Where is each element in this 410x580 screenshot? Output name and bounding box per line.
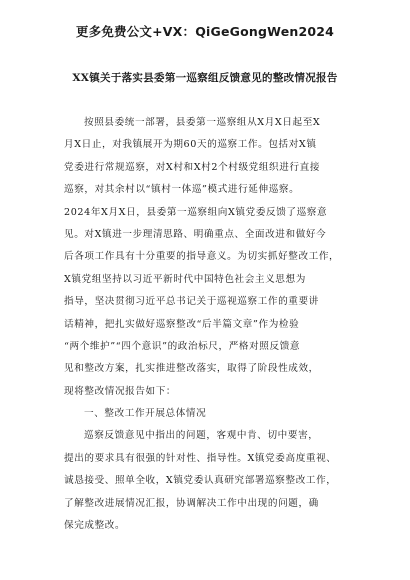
paragraph-line: 2024年X月X日，县委第一巡察组向X镇党委反馈了巡察意 <box>64 206 328 218</box>
paragraph-line: 诚恳接受、照单全收，X镇党委认真研究部署巡察整改工作， <box>64 475 337 487</box>
paragraph-line: X镇党组坚持以习近平新时代中国特色社会主义思想为 <box>64 273 306 285</box>
paragraph-line: 提出的要求具有很强的针对性、指导性。X镇党委高度重视、 <box>64 452 337 464</box>
document-body <box>64 112 346 537</box>
paragraph-line: 后各项工作具有十分重要的指导意义。为切实抓好整改工作， <box>64 251 340 263</box>
paragraph-line: 巡察，对其余村以“镇村一体巡”模式进行延伸巡察。 <box>64 184 300 196</box>
paragraph-line: 巡察反馈意见中指出的问题，客观中肯、切中要害， <box>84 430 319 442</box>
paragraph-line: 了解整改进展情况汇报，协调解决工作中出现的问题，确 <box>64 497 319 509</box>
paragraph-line: 见。对X镇进一步理清思路、明确重点、全面改进和做好今 <box>64 228 327 240</box>
paragraph-line: 见和整改方案，扎实推进整改落实，取得了阶段性成效， <box>64 363 319 375</box>
paragraph-line: “两个维护”“四个意识”的政治标尺，严格对照反馈意 <box>64 340 301 352</box>
paragraph-line: 保完成整改。 <box>64 520 126 532</box>
paragraph-line: 指导，坚决贯彻习近平总书记关于巡视巡察工作的重要讲 <box>64 296 319 308</box>
paragraph-line: 现将整改情况报告如下： <box>64 385 177 397</box>
promo-banner: 更多免费公文+VX：QiGeGongWen2024 <box>75 24 335 39</box>
paragraph-line: 话精神，把扎实做好巡察整改“后半篇文章”作为检验 <box>64 318 300 330</box>
document-title: XX镇关于落实县委第一巡察组反馈意见的整改情况报告 <box>72 72 338 84</box>
section-heading: 一、整改工作开展总体情况 <box>84 408 207 420</box>
paragraph-line: 月X日止，对我镇展开为期60天的巡察工作。包括对X镇 <box>64 139 317 151</box>
paragraph-line: 党委进行常规巡察，对X村和X村2个村级党组织进行直接 <box>64 161 321 173</box>
paragraph-line: 按照县委统一部署，县委第一巡察组从X月X日起至X <box>84 117 321 128</box>
